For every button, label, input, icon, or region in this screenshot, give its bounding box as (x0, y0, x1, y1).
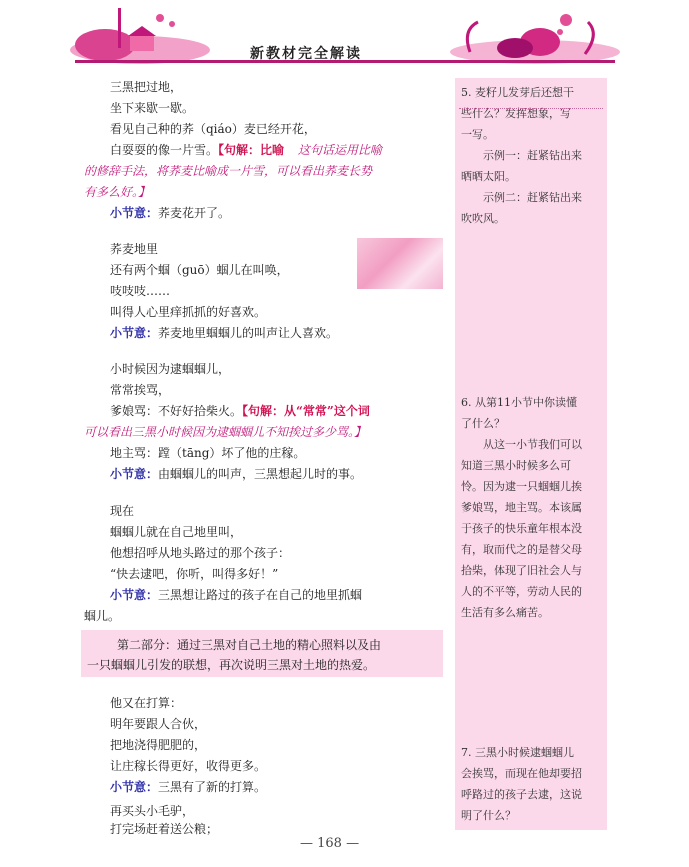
part-summary-box (81, 630, 443, 677)
question-7-line: 明了什么？ (461, 809, 516, 822)
sentence-note: 有多么好。】 (84, 185, 151, 199)
poem-line: 把地浇得肥肥的， (110, 738, 207, 752)
section-summary-label: 小节意： (110, 780, 159, 794)
sentence-note: 可以看出三黑小时候因为逮蝈蝈儿不知挨过多少骂。】 (84, 425, 367, 439)
poem-line: 让庄稼长得更好，收得更多。 (110, 759, 267, 773)
section-summary (110, 204, 230, 221)
poem-line: 打完场赶着送公粮； (110, 822, 219, 836)
question-5-line: 些什么？发挥想象，写 (461, 107, 571, 120)
part-summary-line: 一只蝈蝈儿引发的联想，再次说明三黑对土地的热爱。 (87, 658, 376, 672)
answer-rule (459, 108, 603, 109)
question-7-line: 呼路过的孩子去逮，这说 (461, 788, 582, 801)
section-summary (110, 778, 266, 795)
part-summary-line: 第二部分：通过三黑对自己土地的精心照料以及由 (117, 638, 382, 652)
answer-line: 人的不平等，劳动人民的 (461, 585, 582, 598)
header-title: 新教材完全解读 (250, 46, 362, 62)
sentence-note: 【句解：从“常常”这个词 (242, 404, 370, 418)
poem-line: 三黑把过地， (110, 80, 183, 94)
page-number: — 168 — (300, 836, 360, 851)
section-summary-label: 小节意： (110, 588, 159, 602)
answer-line: 拾柴，体现了旧社会人与 (461, 564, 582, 577)
poem-line: 再买头小毛驴， (110, 804, 195, 818)
question-6-line: 了什么？ (461, 417, 505, 430)
section-summary-text: 由蝈蝈儿的叫声，三黑想起儿时的事。 (158, 467, 363, 481)
poem-line: 荞麦地里 (110, 242, 159, 256)
sentence-note: 的修辞手法，将荞麦比喻成一片雪，可以看出荞麦长势 (84, 164, 373, 178)
section-summary-label: 小节意： (110, 326, 159, 340)
sidebar-notes (455, 78, 607, 830)
answer-line: 知道三黑小时候多么可 (461, 459, 571, 472)
sentence-note-label: 【句解：比喻 (218, 143, 285, 157)
poem-line: 明年要跟人合伙， (110, 717, 207, 731)
section-summary (110, 586, 362, 603)
question-7 (461, 742, 603, 826)
question-5-line: 5. 麦籽儿发芽后还想干 (461, 86, 574, 99)
answer-line: 生活有多么痛苦。 (461, 606, 549, 619)
poem-text: 白耍耍的像一片雪。 (110, 143, 219, 157)
section-summary-text: 荞麦花开了。 (158, 206, 231, 220)
question-5 (461, 82, 603, 229)
section-summary-text: 三黑想让路过的孩子在自己的地里抓蝈 (158, 588, 363, 602)
section-summary-text: 三黑有了新的打算。 (158, 780, 267, 794)
question-6-line: 6. 从第11小节中你读懂 (461, 396, 577, 409)
question-7-line: 7. 三黑小时候逮蝈蝈儿 (461, 746, 574, 759)
poem-line: 坐下来歇一歇。 (110, 101, 195, 115)
answer-line: 怜。因为逮一只蝈蝈儿挨 (461, 480, 582, 493)
poem-text: 爹娘骂：不好好拾柴火。 (110, 404, 243, 418)
answer-line: 于孩子的快乐童年根本没 (461, 522, 582, 535)
poem-line: 他又在打算： (110, 696, 183, 710)
poem-line: 看见自己种的荞（qiáo）麦已经开花， (110, 122, 316, 136)
poem-line: 还有两个蝈（guō）蝈儿在叫唤， (110, 263, 289, 277)
section-summary-text: 蝈儿。 (84, 609, 121, 623)
question-6 (461, 392, 603, 623)
poem-line: 小时候因为逮蝈蝈儿， (110, 362, 231, 376)
poem-line: 地主骂：蹚（tāng）坏了他的庄稼。 (110, 446, 306, 460)
section-summary (110, 465, 362, 482)
poem-line: “快去逮吧，你听，叫得多好！” (110, 567, 279, 581)
poem-line: 他想招呼从地头路过的那个孩子： (110, 546, 291, 560)
poem-line: 叫得人心里痒抓抓的好喜欢。 (110, 305, 267, 319)
poem-line: 常常挨骂， (110, 383, 171, 397)
sentence-note: 这句话运用比喻 (297, 143, 382, 157)
buckwheat-flower-photo (357, 238, 443, 289)
section-summary-label: 小节意： (110, 206, 159, 220)
answer-line: 从这一小节我们可以 (483, 438, 582, 451)
question-7-line: 会挨骂，而现在他却要招 (461, 767, 582, 780)
section-summary-text: 荞麦地里蝈蝈儿的叫声让人喜欢。 (158, 326, 339, 340)
answer-line: 示例一：赶紧钻出来 (483, 149, 582, 162)
answer-line: 吹吹风。 (461, 212, 505, 225)
poem-line: 现在 (110, 504, 135, 518)
poem-line: 蝈蝈儿就在自己地里叫， (110, 525, 243, 539)
poem-line: 吱吱吱…… (110, 284, 171, 298)
answer-line: 有，取而代之的是替父母 (461, 543, 582, 556)
answer-line: 晒晒太阳。 (461, 170, 516, 183)
section-summary (110, 324, 338, 341)
question-5-line: 一写。 (461, 128, 494, 141)
poem-line (110, 402, 370, 419)
section-summary-label: 小节意： (110, 467, 159, 481)
answer-line: 示例二：赶紧钻出来 (483, 191, 582, 204)
poem-line (110, 141, 382, 158)
answer-line: 爹娘骂，地主骂。本该属 (461, 501, 582, 514)
